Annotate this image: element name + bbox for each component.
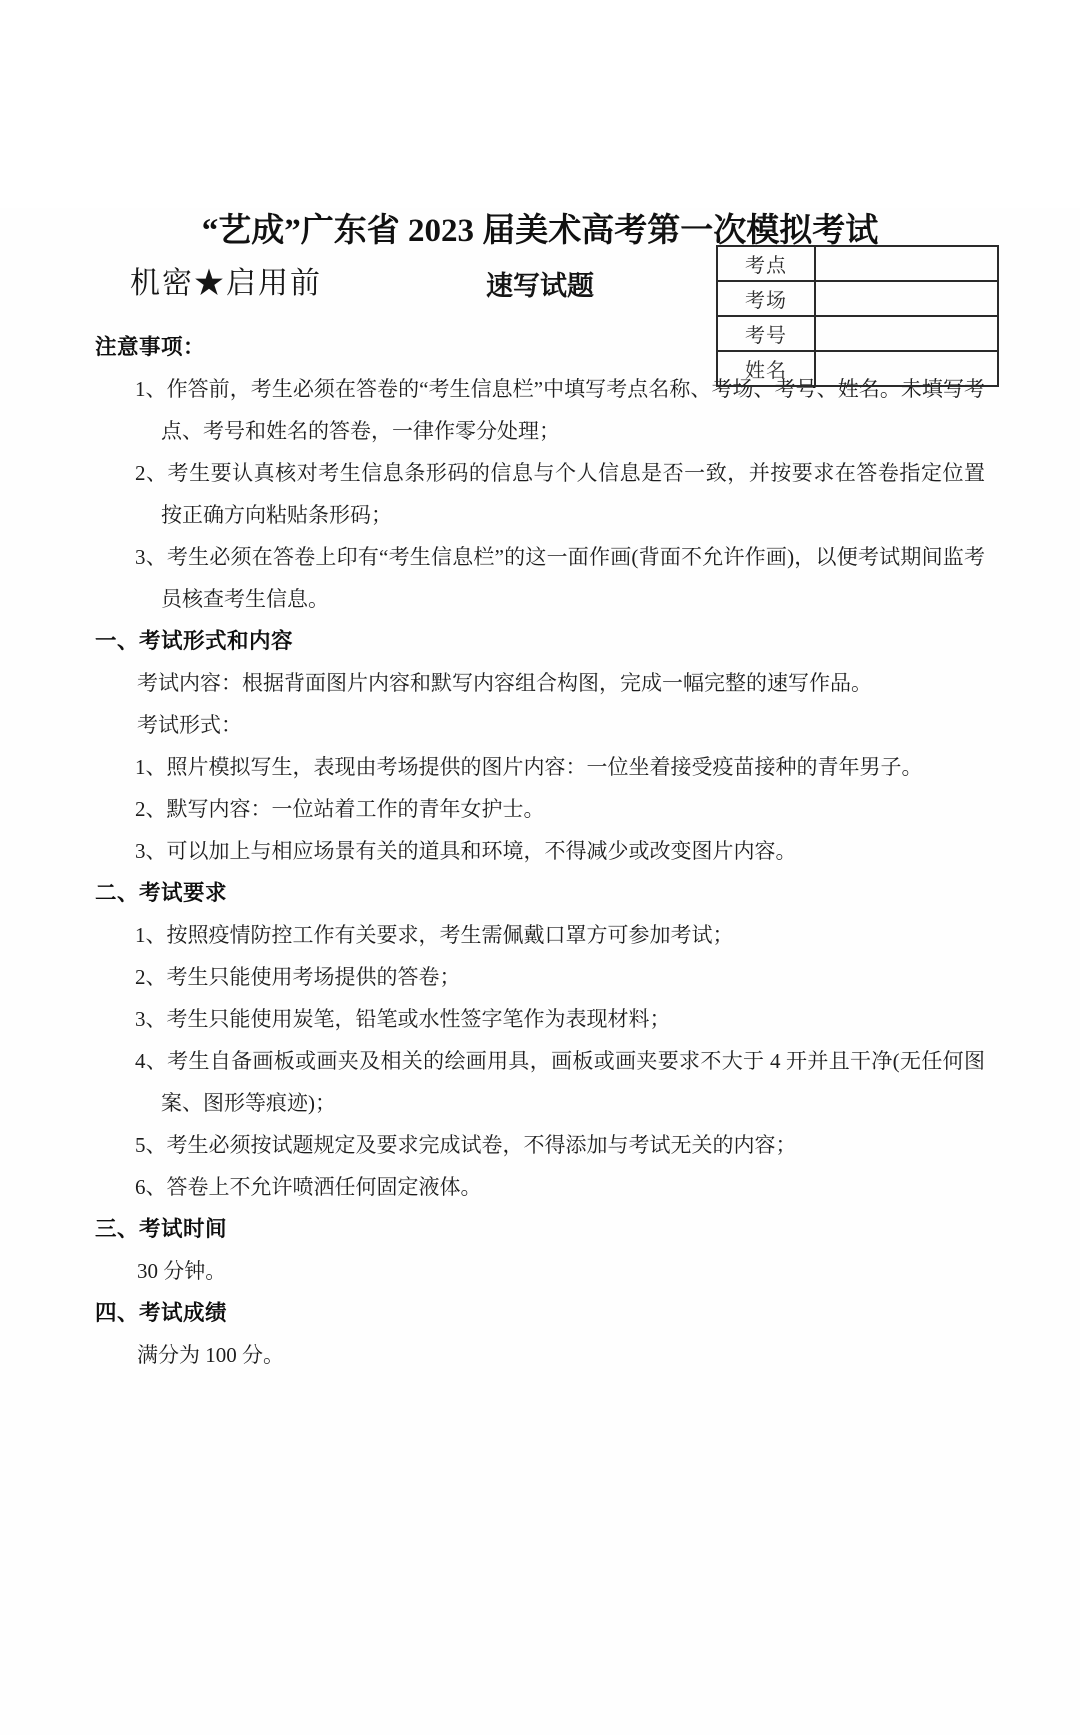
section3-duration: 30 分钟。 (137, 1259, 227, 1283)
exam-number-value (815, 316, 998, 351)
candidate-name-label: 姓名 (717, 351, 815, 386)
section2-heading: 二、考试要求 (95, 881, 228, 905)
table-row (717, 281, 998, 316)
notice-item-2: 2、考生要认真核对考生信息条形码的信息与个人信息是否一致，并按要求在答卷指定位置按正确方向粘贴条形码； (135, 461, 985, 527)
table-row (717, 246, 998, 281)
section2-item-6: 6、答卷上不允许喷洒任何固定液体。 (135, 1175, 482, 1199)
section1-heading: 一、考试形式和内容 (95, 629, 294, 653)
section3-heading: 三、考试时间 (95, 1217, 228, 1241)
exam-room-value (815, 281, 998, 316)
section2-item-1: 1、按照疫情防控工作有关要求，考生需佩戴口罩方可参加考试； (135, 923, 734, 947)
section4-full-score: 满分为 100 分。 (137, 1343, 284, 1367)
section1-exam-form: 考试形式： (137, 713, 242, 737)
exam-paper-page (0, 208, 1080, 1735)
exam-room-label: 考场 (717, 281, 815, 316)
table-row (717, 351, 998, 386)
notice-item-3: 3、考生必须在答卷上印有“考生信息栏”的这一面作画(背面不允许作画)，以便考试期间监考员核查考生信息。 (135, 545, 985, 611)
section2-item-5: 5、考生必须按试题规定及要求完成试卷，不得添加与考试无关的内容； (135, 1133, 797, 1157)
candidate-name-value (815, 351, 998, 386)
document-body (95, 326, 985, 1376)
section2-item-2: 2、考生只能使用考场提供的答卷； (135, 965, 461, 989)
confidential-marking: 机密★启用前 (130, 267, 322, 300)
notice-heading: 注意事项： (95, 335, 206, 359)
section1-item-2: 2、默写内容：一位站着工作的青年女护士。 (135, 797, 545, 821)
section1-item-1: 1、照片模拟写生，表现由考场提供的图片内容：一位坐着接受疫苗接种的青年男子。 (135, 755, 923, 779)
exam-number-label: 考号 (717, 316, 815, 351)
section4-heading: 四、考试成绩 (95, 1301, 228, 1325)
section1-exam-content: 考试内容：根据背面图片内容和默写内容组合构图，完成一幅完整的速写作品。 (137, 671, 872, 695)
section2-item-4: 4、考生自备画板或画夹及相关的绘画用具，画板或画夹要求不大于 4 开并且干净(无任何图案、图形等痕迹)； (135, 1049, 985, 1115)
page-title: “艺成”广东省 2023 届美术高考第一次模拟考试 (201, 213, 879, 249)
section1-item-3: 3、可以加上与相应场景有关的道具和环境，不得减少或改变图片内容。 (135, 839, 797, 863)
candidate-info-table (716, 245, 999, 387)
table-row (717, 316, 998, 351)
section2-item-3: 3、考生只能使用炭笔，铅笔或水性签字笔作为表现材料； (135, 1007, 671, 1031)
exam-site-value (815, 246, 998, 281)
notice-item-1: 1、作答前，考生必须在答卷的“考生信息栏”中填写考点名称、考场、考号、姓名。未填写考点、考号和姓名的答卷，一律作零分处理； (135, 377, 985, 443)
exam-site-label: 考点 (717, 246, 815, 281)
page-subtitle: 速写试题 (486, 271, 594, 301)
